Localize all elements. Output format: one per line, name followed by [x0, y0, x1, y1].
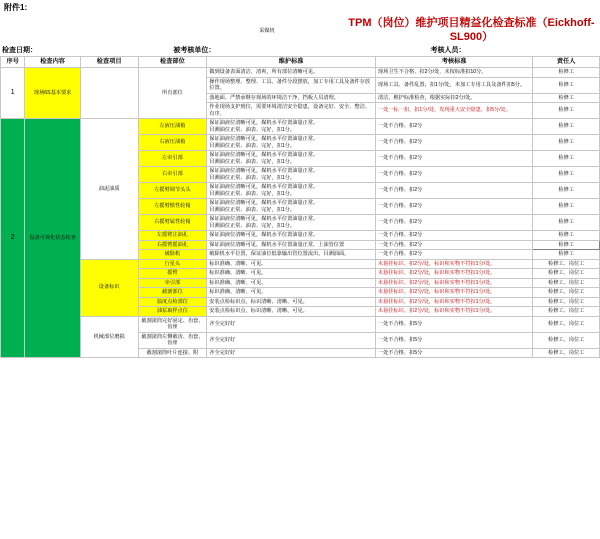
maint-text: 破除机水平位置，保证油位低靠输出管位置流出，目测油面。	[207, 250, 376, 260]
criteria-text: 一处不合格、扣2分	[375, 231, 533, 241]
part-name: 右摇臂摇油孔	[138, 240, 207, 250]
owner-text: 检修工、岗位工	[533, 316, 600, 332]
owner-text: 检修工	[533, 231, 600, 241]
maint-text: 安装点检标识点，标识清晰、清晰、可见。	[207, 307, 376, 317]
group-item-wear: 机械部位磨损	[80, 316, 138, 358]
owner-text: 检修工	[533, 77, 600, 93]
part-name: 破除机	[138, 250, 207, 260]
criteria-text: 一处不合格、扣2分	[375, 183, 533, 199]
owner-text: 检修工、岗位工	[533, 332, 600, 348]
maint-text: 保证油液位清晰可见，煤机水平位置油量正常。 目测油位正常、油表、完好，扣1分。	[207, 215, 376, 231]
criteria-text: 未悬挂标识、扣2分/处，标识和实物不符扣1分/处。	[375, 259, 533, 269]
criteria-text: 一处不合格、扣2分	[375, 240, 533, 250]
main-table	[0, 56, 600, 358]
criteria-text: 一处不合格、扣5分	[375, 348, 533, 358]
document-title: TPM（岗位）维护项目精益化检查标准（Eickhoff-SL900）	[348, 17, 595, 43]
col-criteria: 考核标准	[375, 57, 533, 68]
owner-text: 检修工	[533, 68, 600, 78]
maint-text: 标识准确、清晰、可见。	[207, 278, 376, 288]
part-name: 右牵引部	[138, 167, 207, 183]
part-name: 右液压油箱	[138, 135, 207, 151]
table-row	[1, 68, 600, 78]
maint-text: 保证油液位清晰可见，煤机水平位置油量正常。 目测油位正常、油表、完好，扣1分。	[207, 183, 376, 199]
maint-text: 安装点检标识点，标识清晰、清晰、可见。	[207, 297, 376, 307]
part-name: 截割滚筒完好固定、齿套、齿座	[138, 316, 207, 332]
maint-text: 标识准确、清晰、可见。	[207, 269, 376, 279]
criteria-text: 未悬挂标识、扣2分/处，标识和实物不符扣1分/处。	[375, 288, 533, 298]
maint-text: 保证油液位清晰可见，煤机水平位置油量正常，上油管位置	[207, 240, 376, 250]
table-row	[1, 119, 600, 135]
owner-text: 检修工	[533, 167, 600, 183]
maint-text: 标识准确、清晰、可见。	[207, 288, 376, 298]
criteria-text: 未悬挂标识、扣2分/处，标识和实物不符扣1分/处。	[375, 269, 533, 279]
part-name: 温度点检部位	[138, 297, 207, 307]
owner-text: 检修工	[533, 250, 600, 260]
part-name: 牵引部	[138, 278, 207, 288]
maint-text: 落地面、严禁承继存现场的环境洁干净，挡板人员清理。	[207, 93, 376, 103]
maint-text: 齐全完好好	[207, 316, 376, 332]
part-name: 左液压油箱	[138, 119, 207, 135]
owner-text: 检修工	[533, 215, 600, 231]
part-name: 油泵取样点位	[138, 307, 207, 317]
owner-text: 检修工、岗位工	[533, 307, 600, 317]
maint-text: 保证油液位清晰可见，煤机水平位置油量正常。 目测油位正常、油表、完好，扣1分。	[207, 199, 376, 215]
criteria-text: 一处不合格、扣2分	[375, 167, 533, 183]
col-owner: 责任人	[533, 57, 600, 68]
row-content-2: 设备可视化状态检查	[25, 119, 80, 358]
maint-text: 齐全完好好	[207, 332, 376, 348]
owner-text: 检修工	[533, 183, 600, 199]
owner-text: 检修工、岗位工	[533, 297, 600, 307]
col-no: 序号	[1, 57, 25, 68]
group-item-oil: 油泥油质	[80, 119, 138, 260]
criteria-text: 未悬挂标识、扣2分/处，标识和实物不符扣1分/处。	[375, 297, 533, 307]
criteria-text: 一处不合格、扣2分	[375, 215, 533, 231]
col-maint: 维护标准	[207, 57, 376, 68]
owner-text: 检修工	[533, 93, 600, 103]
criteria-text: 清洁、维护标准检查，根据实际扣2分/处。	[375, 93, 533, 103]
table-header-row	[1, 57, 600, 68]
criteria-text: 一处不合格、扣2分	[375, 151, 533, 167]
criteria-text: 一处不合格、扣2分	[375, 250, 533, 260]
row-no-2: 2	[1, 119, 25, 358]
col-item: 检查项目	[80, 57, 138, 68]
part-name: 左牵引部	[138, 151, 207, 167]
row-content-1: 现场6S基本要求	[25, 68, 80, 119]
part-name: 截割部位	[138, 288, 207, 298]
part-name: 右摇臂属性轮箱	[138, 215, 207, 231]
group-item-label: 设备标识	[80, 259, 138, 316]
criteria-text: 一处不合格、扣5分	[375, 332, 533, 348]
criteria-text: 现场工具、备件乱置，扣1分/处，未加工专用工具及备件扣5分。	[375, 77, 533, 93]
part-name: 摇臂	[138, 269, 207, 279]
part-name: 左摇臂调节头头	[138, 183, 207, 199]
maint-text: 作业现场支护到位，需要环境清洁安全隐患，设备完好、安全、整洁、有序。	[207, 103, 376, 119]
owner-text: 检修工	[533, 119, 600, 135]
maint-text: 保证油液位清晰可见，煤机水平位置油量正常。 目测油位正常、油表、完好，扣1分。	[207, 135, 376, 151]
maint-text: 操作现场整理、整理、工具、备件分段摆放，加工专用工具及备件存放位置。	[207, 77, 376, 93]
criteria-text: 一处不合格、扣2分	[375, 199, 533, 215]
owner-text: 检修工	[533, 240, 600, 250]
part-name: 左摇臂惯性轮箱	[138, 199, 207, 215]
owner-text: 检修工	[533, 103, 600, 119]
owner-text: 检修工、岗位工	[533, 288, 600, 298]
title-red-left: 采煤机	[259, 27, 275, 34]
part-name: 左摇臂注油孔	[138, 231, 207, 241]
row-no-1: 1	[1, 68, 25, 119]
col-content: 检查内容	[25, 57, 80, 68]
maint-text: 保证油液位清晰可见，煤机水平位置油量正常。 目测油位正常、油表、完好，扣1分。	[207, 151, 376, 167]
maint-text: 保证油液位清晰可见，煤机水平位置油量正常。 目测油位正常、油表、完好，扣1分。	[207, 119, 376, 135]
row-item-1	[80, 68, 138, 119]
criteria-text: 未悬挂标识、扣2分/处，标识和实物不符扣1分/处。	[375, 278, 533, 288]
owner-text: 检修工、岗位工	[533, 259, 600, 269]
owner-text: 检修工	[533, 199, 600, 215]
criteria-text: 一处一标一扣，扣1分/处，发现重大安全隐患，扣5分/处。	[375, 103, 533, 119]
part-name: 行星头	[138, 259, 207, 269]
col-part: 检查部位	[138, 57, 207, 68]
unit-label: 被考核单位：	[173, 46, 216, 54]
owner-text: 检修工	[533, 135, 600, 151]
owner-text: 检修工	[533, 151, 600, 167]
owner-text: 检修工、岗位工	[533, 348, 600, 358]
maint-text: 做到设备表面清洁、清爽，所有部位清晰可见。	[207, 68, 376, 78]
table-row	[1, 316, 600, 332]
maint-text: 标识准确、清晰、可见。	[207, 259, 376, 269]
owner-text: 检修工、岗位工	[533, 269, 600, 279]
part-name: 截割滚筒叶片连接、附	[138, 348, 207, 358]
attachment-label: 附件1:	[4, 3, 28, 12]
row-part-1: 所有部位	[138, 68, 207, 119]
criteria-text: 未悬挂标识、扣2分/处，标识和实物不符扣1分/处。	[375, 307, 533, 317]
owner-text: 检修工、岗位工	[533, 278, 600, 288]
maint-text: 保证油液位清晰可见，煤机水平位置油量正常。	[207, 231, 376, 241]
criteria-text: 一处不合格、扣2分	[375, 119, 533, 135]
part-name: 截割滚筒左侧截齿、齿套、齿座	[138, 332, 207, 348]
criteria-text: 一处不合格、扣5分	[375, 316, 533, 332]
criteria-text: 一处不合格、扣2分	[375, 135, 533, 151]
criteria-text: 现场卫生不合格、扣2分/处，未按标准扣10分。	[375, 68, 533, 78]
date-label: 检查日期：	[2, 46, 37, 54]
inspector-label: 考核人员：	[430, 46, 466, 54]
table-row	[1, 259, 600, 269]
header-table	[0, 0, 600, 56]
maint-text: 保证油液位清晰可见，煤机水平位置油量正常。 目测油位正常、油表、完好，扣1分。	[207, 167, 376, 183]
maint-text: 齐全完好好	[207, 348, 376, 358]
